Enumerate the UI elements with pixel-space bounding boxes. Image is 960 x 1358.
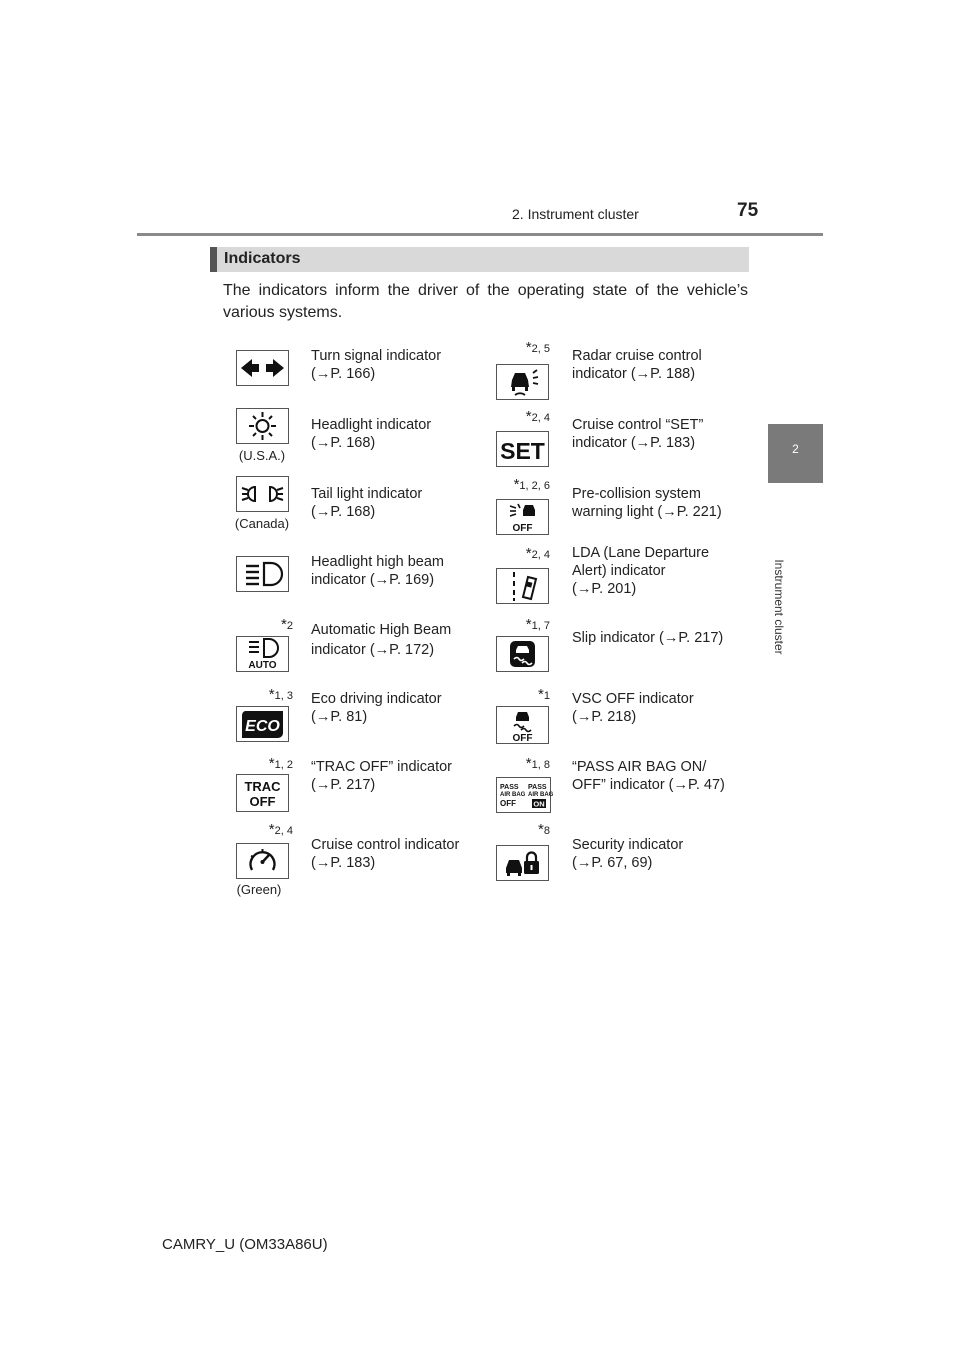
pre-collision-off-icon: [496, 499, 549, 535]
radar-cruise-icon: [496, 364, 549, 400]
security-description: [572, 836, 739, 872]
headlight-icon: [236, 408, 289, 444]
off-text: OFF: [249, 794, 276, 809]
green-note: (Green): [236, 882, 282, 897]
footnote-numbers: 1, 8: [531, 759, 550, 771]
desc-text: Headlight high beam: [311, 554, 445, 570]
footnote-numbers: 2: [286, 620, 293, 632]
desc-text: Radar cruise control: [572, 348, 702, 364]
pass-air-bag-icon: [496, 777, 554, 813]
headlight-description: [311, 416, 478, 452]
desc-line: (→P. 81): [311, 709, 368, 725]
usa-note: (U.S.A.): [238, 448, 286, 463]
footnote-numbers: 1, 2: [274, 759, 293, 771]
desc-line-justified: [572, 544, 739, 562]
tail-light-icon: [236, 476, 289, 512]
auto-text: AUTO: [248, 660, 277, 671]
footnote-mark: *8: [538, 821, 550, 838]
off-text: OFF: [500, 799, 516, 808]
footnote-mark: *1, 8: [525, 755, 550, 772]
trac-off-description: [311, 758, 478, 794]
desc-line-justified: [572, 485, 739, 503]
footnote-numbers: 2, 5: [531, 343, 550, 355]
vsc-off-icon: [496, 706, 549, 744]
desc-line: Headlight indicator: [311, 417, 432, 433]
footnote-numbers: 1, 3: [274, 690, 293, 702]
footnote-mark: *2, 4: [268, 821, 293, 838]
desc-text: Pre-collision system: [572, 486, 701, 502]
pass-text: PASS: [500, 784, 519, 791]
on-text: ON: [533, 799, 545, 809]
set-icon: [496, 431, 549, 467]
lda-icon: [496, 568, 549, 604]
eco-text: ECO: [245, 718, 280, 735]
high-beam-icon: [236, 556, 289, 592]
desc-line: (→P. 201): [572, 581, 637, 597]
desc-line: (→P. 217): [311, 777, 376, 793]
section-title: Indicators: [224, 250, 301, 267]
desc-line: Slip indicator (→P. 217): [572, 630, 724, 646]
pass-text: PASS: [528, 784, 547, 791]
footnote-mark: *1: [538, 686, 550, 703]
desc-line: Tail light indicator: [311, 486, 423, 502]
desc-text: LDA (Lane Departure: [572, 545, 710, 561]
pass-air-bag-description: [572, 758, 739, 794]
air-bag-text: AIR BAG: [528, 792, 554, 798]
desc-line: (→P. 183): [311, 855, 376, 871]
desc-line-justified: [311, 553, 478, 571]
header-rule: [137, 233, 823, 236]
security-icon: [496, 845, 549, 881]
desc-line: (→P. 168): [311, 435, 376, 451]
desc-text: Eco driving indicator: [311, 691, 442, 707]
desc-line: Alert) indicator: [572, 563, 666, 579]
tail-light-description: [311, 485, 478, 521]
chapter-tab: [768, 424, 823, 483]
turn-signal-description: [311, 347, 478, 383]
footnote-numbers: 2, 4: [274, 825, 293, 837]
intro-paragraph: The indicators inform the driver of the operating state of the vehicle’s various systems.: [223, 282, 748, 321]
footnote-numbers: 2, 4: [531, 549, 550, 561]
desc-line-justified: [311, 690, 478, 708]
footnote-numbers: 8: [543, 825, 550, 837]
footnote-mark: *2, 5: [525, 339, 550, 356]
slip-description: [572, 629, 739, 647]
radar-cruise-description: [572, 347, 739, 383]
desc-line: Cruise control indicator: [311, 837, 460, 853]
eco-description: [311, 690, 478, 726]
pre-collision-description: [572, 485, 739, 521]
auto-high-beam-icon: [236, 636, 289, 672]
footnote-mark: *2: [281, 616, 293, 633]
desc-line: indicator (→P. 172): [311, 642, 435, 658]
vsc-off-description: [572, 690, 739, 726]
footnote-numbers: 1, 2, 6: [519, 480, 550, 492]
page-number: 75: [737, 200, 759, 221]
set-text: SET: [500, 438, 545, 464]
set-description: [572, 416, 739, 452]
trac-text: TRAC: [244, 779, 281, 794]
footnote-numbers: 1, 7: [531, 620, 550, 632]
desc-line: indicator (→P. 169): [311, 572, 435, 588]
footnote-mark: *2, 4: [525, 545, 550, 562]
desc-line-justified: [572, 347, 739, 365]
desc-line-justified: [572, 758, 739, 776]
desc-text: “PASS AIR BAG ON/: [572, 759, 707, 775]
trac-off-icon: [236, 774, 289, 812]
high-beam-description: [311, 553, 478, 589]
footnote-numbers: 2, 4: [531, 412, 550, 424]
air-bag-text: AIR BAG: [500, 792, 526, 798]
cruise-control-description: [311, 836, 478, 872]
desc-line: VSC OFF indicator: [572, 691, 694, 707]
off-text: OFF: [512, 523, 533, 534]
eco-icon: [236, 706, 289, 742]
desc-line: Cruise control “SET”: [572, 417, 704, 433]
section-title-bar: [210, 247, 749, 272]
chapter-label: Instrument cluster: [772, 559, 786, 655]
running-header-section: 2. Instrument cluster: [512, 206, 639, 222]
desc-line: (→P. 218): [572, 709, 637, 725]
desc-line: (→P. 168): [311, 504, 376, 520]
desc-line: “TRAC OFF” indicator: [311, 759, 452, 775]
canada-note: (Canada): [234, 516, 290, 531]
slip-icon: [496, 636, 549, 672]
desc-line: OFF” indicator (→P. 47): [572, 777, 725, 793]
desc-line: (→P. 67, 69): [572, 855, 653, 871]
desc-line: (→P. 166): [311, 366, 376, 382]
footnote-mark: *1, 2, 6: [513, 476, 550, 493]
desc-line: Security indicator: [572, 837, 684, 853]
auto-high-beam-description: [311, 620, 478, 660]
footnote-numbers: 1: [543, 690, 550, 702]
desc-line: Turn signal indicator: [311, 348, 442, 364]
desc-line: indicator (→P. 183): [572, 435, 696, 451]
turn-signal-icon: [236, 350, 289, 386]
desc-line: indicator (→P. 188): [572, 366, 696, 382]
document-footer: CAMRY_U (OM33A86U): [162, 1236, 328, 1253]
lda-description: [572, 544, 739, 598]
desc-line: warning light (→P. 221): [572, 504, 722, 520]
cruise-control-icon: [236, 843, 289, 879]
off-text: OFF: [512, 733, 533, 744]
footnote-mark: *1, 3: [268, 686, 293, 703]
footnote-mark: *2, 4: [525, 408, 550, 425]
footnote-mark: *1, 7: [525, 616, 550, 633]
footnote-mark: *1, 2: [268, 755, 293, 772]
chapter-number: 2: [792, 442, 799, 456]
desc-line: Automatic High Beam: [311, 622, 452, 638]
